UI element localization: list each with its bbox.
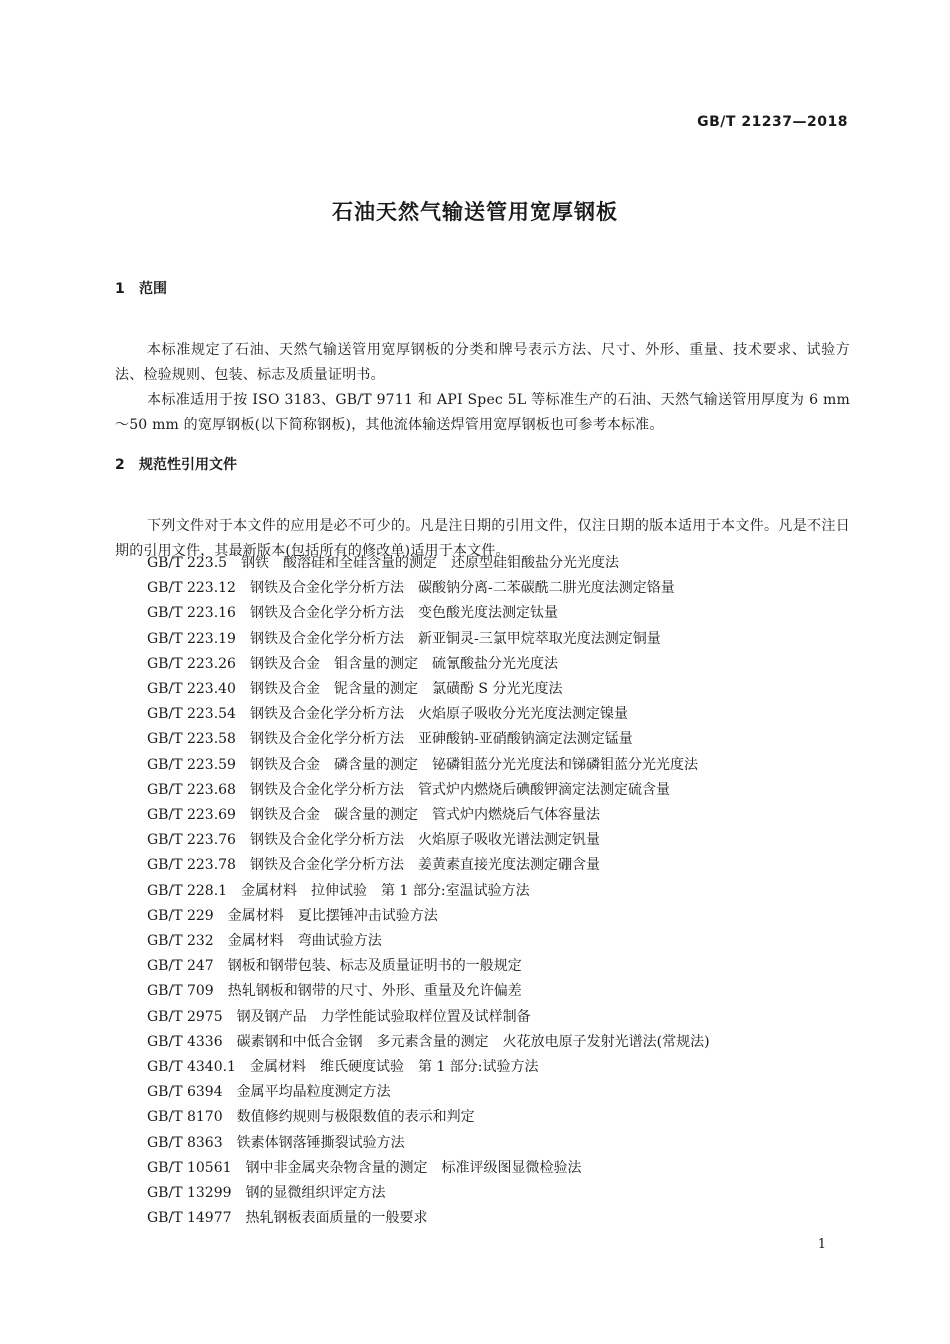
scope-paragraph-1: 本标准规定了石油、天然气输送管用宽厚钢板的分类和牌号表示方法、尺寸、外形、重量、技术要求、试验方法、检验规则、包装、标志及质量证明书。 [115, 342, 850, 383]
reference-item [147, 652, 710, 677]
reference-item [147, 853, 710, 878]
section-number: 2 [115, 457, 125, 473]
reference-item [147, 753, 710, 778]
reference-item [147, 1005, 710, 1030]
reference-item [147, 1105, 710, 1130]
reference-code: GB/T 8170 [147, 1109, 223, 1126]
reference-code: GB/T 2975 [147, 1008, 223, 1025]
reference-item [147, 627, 710, 652]
reference-title: 金属材料 拉伸试验 第 1 部分:室温试验方法 [241, 882, 530, 899]
reference-title: 铁素体钢落锤撕裂试验方法 [236, 1134, 405, 1151]
reference-title: 钢铁及合金 碳含量的测定 管式炉内燃烧后气体容量法 [249, 807, 600, 824]
reference-title: 钢中非金属夹杂物含量的测定 标准评级图显微检验法 [245, 1159, 582, 1176]
reference-item [147, 803, 710, 828]
reference-item [147, 1156, 710, 1181]
reference-code: GB/T 228.1 [147, 882, 228, 899]
section-number: 1 [115, 281, 125, 297]
reference-item [147, 551, 710, 576]
reference-title: 钢铁及合金化学分析方法 碳酸钠分离-二苯碳酰二肼光度法测定铬量 [249, 580, 675, 597]
reference-item [147, 601, 710, 626]
reference-item [147, 979, 710, 1004]
reference-item [147, 1055, 710, 1080]
reference-code: GB/T 709 [147, 983, 214, 1000]
standard-number: GB/T 21237—2018 [697, 114, 848, 130]
reference-code: GB/T 223.19 [147, 630, 236, 647]
reference-item [147, 702, 710, 727]
reference-item [147, 778, 710, 803]
reference-code: GB/T 223.5 [147, 555, 228, 571]
scope-paragraph-2: 本标准适用于按 ISO 3183、GB/T 9711 和 API Spec 5L 等标准生产的石油、天然气输送管用厚度为 6 mm～50 mm 的宽厚钢板(以下简称钢板)，其他流体输送焊管用宽厚钢板也可参考本标准。 [115, 392, 850, 433]
reference-code: GB/T 223.69 [147, 807, 236, 824]
reference-code: GB/T 223.76 [147, 832, 236, 849]
reference-code: GB/T 10561 [147, 1159, 232, 1176]
reference-code: GB/T 232 [147, 933, 214, 950]
reference-title: 钢板和钢带包装、标志及质量证明书的一般规定 [227, 958, 522, 975]
reference-title: 数值修约规则与极限数值的表示和判定 [236, 1109, 475, 1126]
reference-title: 金属平均晶粒度测定方法 [236, 1084, 391, 1101]
reference-title: 钢铁及合金 钼含量的测定 硫氰酸盐分光光度法 [249, 655, 558, 672]
reference-list [147, 551, 710, 1231]
reference-item [147, 904, 710, 929]
reference-code: GB/T 14977 [147, 1210, 232, 1227]
reference-title: 金属材料 弯曲试验方法 [227, 933, 382, 950]
reference-item [147, 1206, 710, 1231]
document-title: 石油天然气输送管用宽厚钢板 [332, 200, 618, 224]
reference-item [147, 1131, 710, 1156]
page-number: 1 [817, 1237, 826, 1252]
reference-item [147, 1080, 710, 1105]
reference-code: GB/T 8363 [147, 1134, 223, 1151]
reference-item [147, 677, 710, 702]
reference-title: 钢铁及合金化学分析方法 新亚铜灵-三氯甲烷萃取光度法测定铜量 [249, 630, 661, 647]
reference-code: GB/T 4336 [147, 1033, 223, 1050]
reference-code: GB/T 223.68 [147, 781, 236, 798]
reference-item [147, 828, 710, 853]
reference-code: GB/T 223.26 [147, 655, 236, 672]
reference-title: 钢铁及合金化学分析方法 管式炉内燃烧后碘酸钾滴定法测定硫含量 [249, 781, 670, 798]
reference-code: GB/T 247 [147, 958, 214, 975]
reference-item [147, 1181, 710, 1206]
reference-title: 钢铁及合金化学分析方法 变色酸光度法测定钛量 [249, 605, 558, 622]
reference-item [147, 954, 710, 979]
references-intro-paragraph: 下列文件对于本文件的应用是必不可少的。凡是注日期的引用文件，仅注日期的版本适用于本文件。凡是不注日期的引用文件，其最新版本(包括所有的修改单)适用于本文件。 [115, 518, 850, 559]
section-heading-scope [115, 278, 167, 298]
reference-title: 碳素钢和中低合金钢 多元素含量的测定 火花放电原子发射光谱法(常规法) [236, 1033, 710, 1050]
reference-title: 金属材料 维氏硬度试验 第 1 部分:试验方法 [249, 1059, 539, 1076]
reference-title: 钢铁及合金化学分析方法 火焰原子吸收光谱法测定钒量 [249, 832, 600, 849]
reference-code: GB/T 223.16 [147, 605, 236, 622]
reference-title: 钢铁及合金 磷含量的测定 铋磷钼蓝分光光度法和锑磷钼蓝分光光度法 [249, 756, 698, 773]
section-title: 规范性引用文件 [139, 457, 237, 473]
reference-code: GB/T 223.58 [147, 731, 236, 748]
reference-item [147, 727, 710, 752]
reference-code: GB/T 6394 [147, 1084, 223, 1101]
reference-title: 钢铁及合金化学分析方法 火焰原子吸收分光光度法测定镍量 [249, 706, 628, 723]
reference-title: 金属材料 夏比摆锤冲击试验方法 [227, 907, 438, 924]
reference-code: GB/T 4340.1 [147, 1059, 236, 1076]
reference-item [147, 1030, 710, 1055]
reference-code: GB/T 223.12 [147, 580, 236, 597]
reference-item [147, 879, 710, 904]
reference-code: GB/T 229 [147, 907, 214, 924]
reference-code: GB/T 223.78 [147, 857, 236, 874]
reference-title: 钢铁 酸溶硅和全硅含量的测定 还原型硅钼酸盐分光光度法 [241, 555, 620, 571]
reference-item [147, 576, 710, 601]
section-heading-normative-references [115, 454, 237, 474]
reference-title: 钢铁及合金 铌含量的测定 氯磺酚 S 分光光度法 [249, 681, 563, 698]
reference-title: 钢铁及合金化学分析方法 亚砷酸钠-亚硝酸钠滴定法测定锰量 [249, 731, 633, 748]
reference-code: GB/T 223.40 [147, 681, 236, 698]
reference-title: 热轧钢板表面质量的一般要求 [245, 1210, 428, 1227]
reference-title: 钢的显微组织评定方法 [245, 1185, 386, 1202]
reference-title: 热轧钢板和钢带的尺寸、外形、重量及允许偏差 [227, 983, 522, 1000]
section-title: 范围 [139, 281, 167, 297]
reference-item [147, 929, 710, 954]
reference-title: 钢铁及合金化学分析方法 姜黄素直接光度法测定硼含量 [249, 857, 600, 874]
reference-code: GB/T 223.54 [147, 706, 236, 723]
reference-code: GB/T 223.59 [147, 756, 236, 773]
reference-code: GB/T 13299 [147, 1185, 232, 1202]
reference-title: 钢及钢产品 力学性能试验取样位置及试样制备 [236, 1008, 531, 1025]
